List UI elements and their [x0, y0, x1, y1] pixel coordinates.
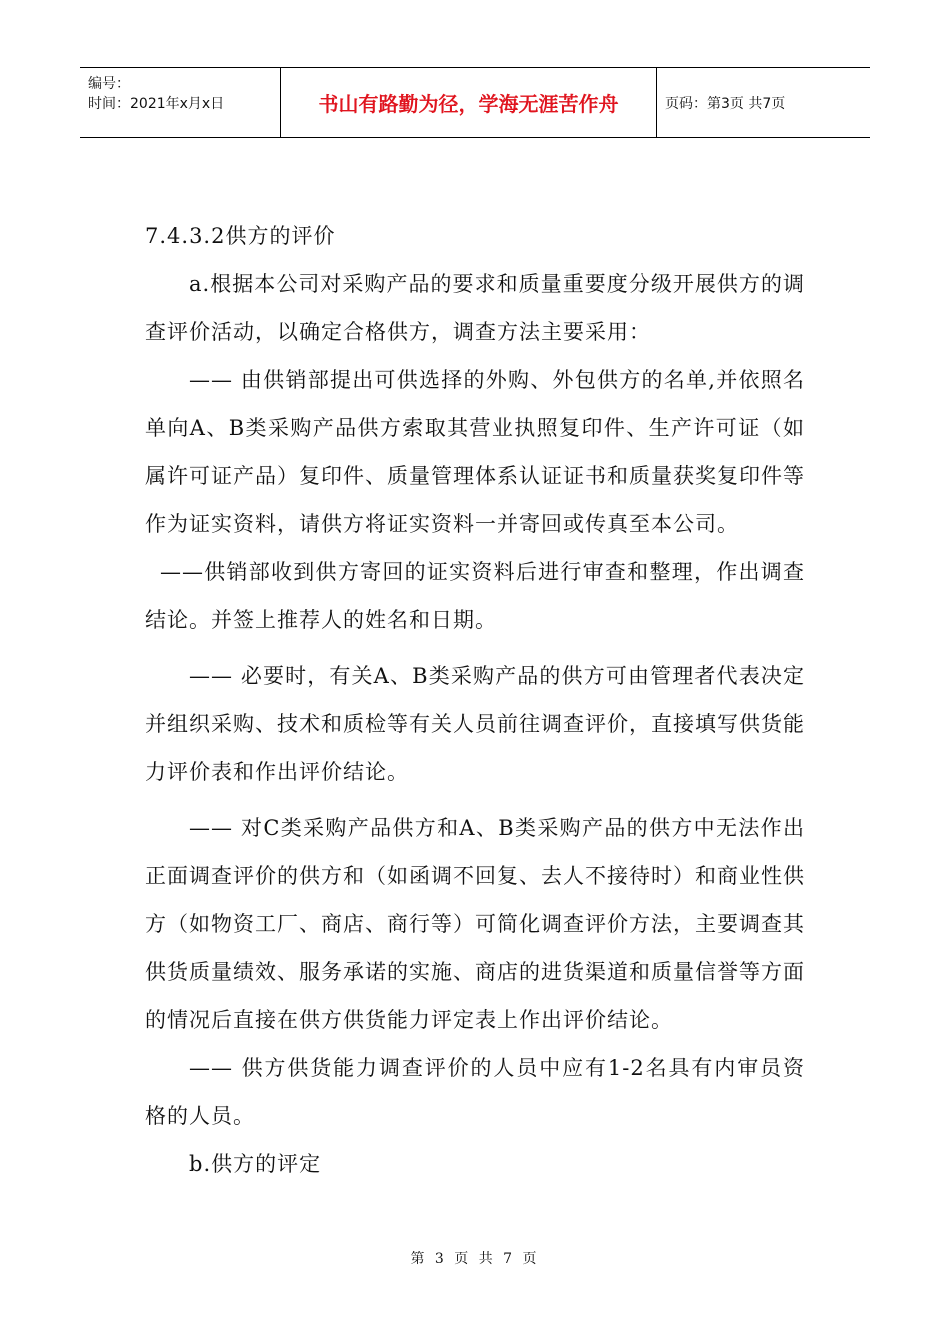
header-motto: 书山有路勤为径，学海无涯苦作舟 [281, 68, 657, 137]
header-page-code: 页码：第3页 共7页 [665, 95, 786, 112]
page-footer: 第 3 页 共 7 页 [410, 1251, 540, 1267]
dash-item-5: —— 供方供货能力调查评价的人员中应有1-2名具有内审员资格的人员。 [145, 1056, 805, 1128]
dash-item-3: —— 必要时，有关A、B类采购产品的供方可由管理者代表决定并组织采购、技术和质检等有关人员前往调查评价，直接填写供货能力评价表和作出评价结论。 [145, 664, 805, 784]
document-body [145, 212, 805, 1188]
dash-item-1: —— 由供销部提出可供选择的外购、外包供方的名单,并依照名单向A、B类采购产品供方索取其营业执照复印件、生产许可证（如属许可证产品）复印件、质量管理体系认证证书和质量获奖复印件等作为证实资料，请供方将证实资料一并寄回或传真至本公司。 [145, 368, 805, 536]
section-title: 7.4.3.2供方的评价 [145, 224, 336, 248]
header-meta [80, 68, 281, 137]
document-date: 时间：2021年x月x日 [88, 96, 225, 112]
page-header [80, 67, 870, 138]
paragraph-a: a.根据本公司对采购产品的要求和质量重要度分级开展供方的调查评价活动，以确定合格供方，调查方法主要采用： [145, 272, 805, 344]
document-number-label: 编号： [88, 76, 130, 92]
paragraph-b: b.供方的评定 [189, 1152, 322, 1176]
dash-item-2: ——供销部收到供方寄回的证实资料后进行审查和整理，作出调查结论。并签上推荐人的姓名和日期。 [145, 560, 805, 632]
dash-item-4: —— 对C类采购产品供方和A、B类采购产品的供方中无法作出正面调查评价的供方和（如函调不回复、去人不接待时）和商业性供方（如物资工厂、商店、商行等）可简化调查评价方法，主要调查其供货质量绩效、服务承诺的实施、商店的进货渠道和质量信誉等方面的情况后直接在供方供货能力评定表上作出评价结论。 [145, 816, 805, 1032]
